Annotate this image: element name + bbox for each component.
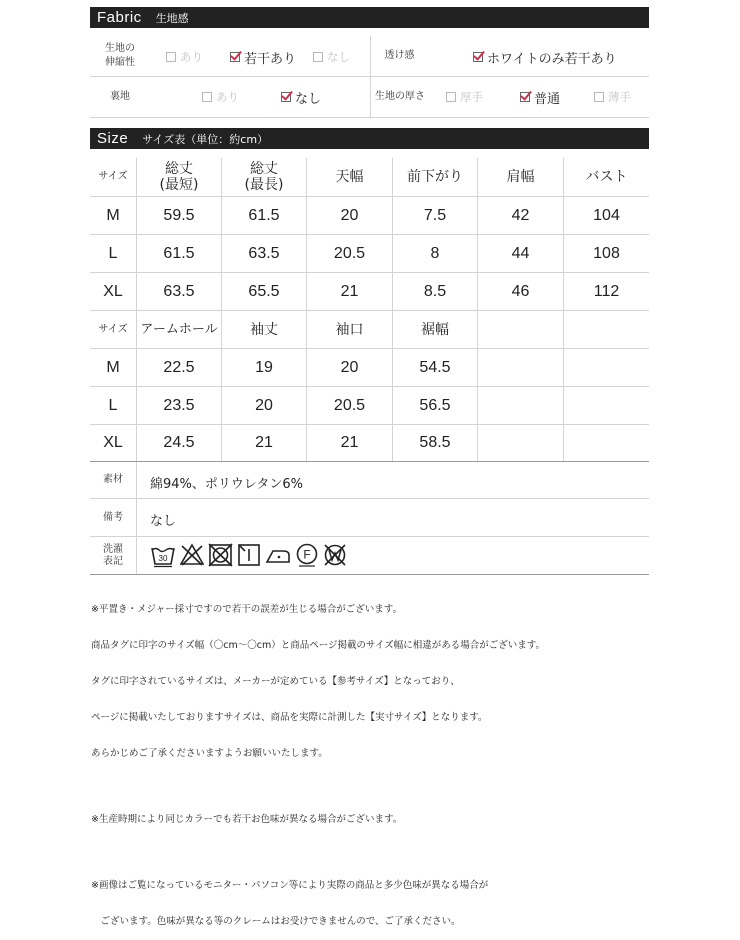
stretch-option-jakkan [230, 47, 296, 67]
value-cell: 54.5 [419, 358, 451, 376]
col-header [222, 158, 306, 196]
value-cell: 21 [340, 282, 359, 300]
size-col-label: サイズ [98, 323, 128, 335]
col-header-main: 総丈 [165, 161, 193, 177]
checked-checkbox-icon [520, 92, 530, 102]
option-text: 普通 [534, 91, 561, 107]
care-symbols [150, 542, 348, 568]
checked-checkbox-icon [281, 92, 291, 102]
col-header-sub: (最長) [244, 177, 284, 193]
size-col-label: サイズ [98, 171, 128, 182]
value-cell: 23.5 [163, 396, 195, 414]
note-line: ※画像はご覧になっているモニター・パソコン等により実際の商品と多少色味が異なる場合が [91, 880, 489, 891]
note-line: 商品タグに印字のサイズ幅（〇cm〜〇cm）と商品ページ掲載のサイズ幅に相違がある場合がございます。 [91, 640, 545, 651]
value-cell: 42 [511, 206, 530, 224]
checkbox-icon [446, 92, 456, 102]
value-cell: 21 [255, 434, 273, 451]
note-line: ※生産時期により同じカラーでも若干お色味が異なる場合がございます。 [91, 814, 403, 825]
size-section-header [90, 128, 649, 149]
checked-checkbox-icon [230, 52, 240, 62]
value-cell: 63.5 [248, 244, 280, 262]
fabric-header-en: Fabric [97, 9, 142, 26]
value-cell: 8.5 [423, 282, 447, 300]
stretch-label-line1: 生地の [105, 43, 135, 54]
value-cell: 61.5 [163, 244, 195, 262]
value-cell: 108 [593, 244, 620, 262]
wash-30-icon [150, 542, 176, 568]
thickness-option-usude [594, 87, 631, 107]
option-text: なし [295, 91, 322, 107]
note-line: タグに印字されているサイズは、メーカーが定めている【参考サイズ】となっており、 [91, 676, 460, 687]
size-header-jp: サイズ表（単位：約cm） [142, 132, 269, 146]
stretch-option-ari [166, 47, 203, 67]
value-cell: 21 [340, 434, 359, 451]
option-text: なし [327, 50, 350, 64]
option-text: あり [180, 50, 203, 64]
stretch-label-line2: 伸縮性 [105, 57, 135, 68]
col-header: 袖口 [335, 321, 364, 338]
col-header: 前下がり [407, 169, 463, 185]
value-cell: 19 [255, 358, 273, 376]
size-cell: XL [103, 282, 123, 300]
col-header: 天幅 [335, 169, 364, 185]
lining-option-ari [202, 87, 239, 107]
value-cell: 20.5 [333, 396, 366, 414]
size-cell: L [108, 244, 118, 262]
value-cell: 20 [340, 358, 359, 376]
remarks-label: 備考 [103, 511, 123, 523]
col-header: バスト [585, 169, 628, 185]
thickness-option-atsude [446, 87, 483, 107]
value-cell: 61.5 [248, 206, 280, 224]
no-wet-clean-icon [322, 542, 348, 568]
value-cell: 20 [255, 396, 273, 414]
divider [90, 498, 649, 499]
value-cell: 20.5 [333, 244, 366, 262]
checkbox-icon [166, 52, 176, 62]
note-line: ございます。色味が異なる等のクレームはお受けできませんので、ご了承ください。 [91, 916, 461, 927]
value-cell: 56.5 [419, 396, 451, 414]
value-cell: 104 [593, 206, 620, 224]
value-cell: 112 [593, 282, 620, 300]
col-header: 肩幅 [506, 169, 535, 185]
sheer-label: 透け感 [384, 50, 415, 61]
col-header: アームホール [140, 321, 218, 337]
value-cell: 24.5 [163, 434, 195, 451]
lining-option-nashi [281, 87, 321, 107]
value-cell: 59.5 [163, 206, 195, 224]
checkbox-icon [202, 92, 212, 102]
fabric-section-header [90, 7, 649, 28]
value-cell: 20 [340, 206, 359, 224]
care-label-line2: 表記 [103, 555, 123, 567]
value-cell: 22.5 [163, 358, 195, 376]
fabric-header-jp: 生地感 [155, 11, 189, 25]
value-cell: 65.5 [248, 282, 280, 300]
divider [90, 536, 649, 537]
line-dry-shade-icon [237, 542, 261, 568]
checked-checkbox-icon [473, 52, 483, 62]
checkbox-icon [594, 92, 604, 102]
sheer-option [473, 47, 617, 67]
size-header-en: Size [97, 130, 129, 147]
col-header-sub: (最短) [159, 177, 199, 193]
col-header-main: 総丈 [250, 161, 278, 177]
value-cell: 58.5 [419, 434, 451, 451]
care-label-line1: 洗濯 [103, 543, 123, 555]
divider [370, 36, 371, 117]
material-label: 素材 [103, 474, 123, 485]
note-spacer [91, 850, 545, 856]
divider [90, 574, 649, 575]
note-line: ※平置き・メジャー採寸ですので若干の誤差が生じる場合がございます。 [91, 604, 403, 615]
col-header [137, 158, 221, 196]
stretch-label [90, 36, 150, 76]
value-cell: 7.5 [423, 206, 447, 224]
notes-block [91, 580, 545, 940]
value-cell: 63.5 [163, 282, 195, 300]
care-label [90, 537, 136, 574]
size-cell: M [106, 358, 120, 376]
value-cell: 44 [511, 244, 530, 262]
divider [90, 461, 649, 462]
value-cell: 8 [430, 244, 440, 262]
material-value: 綿94%、ポリウレタン6% [150, 477, 303, 492]
col-header: 袖丈 [250, 321, 278, 338]
option-text: 薄手 [608, 90, 631, 104]
option-text: 若干あり [244, 51, 297, 67]
iron-low-icon [264, 542, 292, 568]
divider [90, 117, 649, 118]
dry-clean-f-icon [295, 542, 319, 568]
checkbox-icon [313, 52, 323, 62]
note-line: ページに掲載いたしておりますサイズは、商品を実際に計測した【実寸サイズ】となります。 [91, 712, 488, 723]
size-cell: XL [103, 434, 123, 451]
lining-label: 裏地 [110, 91, 130, 102]
thickness-label: 生地の厚さ [375, 91, 425, 102]
thickness-option-futsuu [520, 87, 560, 107]
col-header: 裾幅 [421, 321, 449, 338]
note-line: あらかじめご了承くださいますようお願いいたします。 [91, 748, 328, 759]
size-cell: L [108, 396, 118, 414]
remarks-value: なし [150, 514, 177, 529]
value-cell: 46 [511, 282, 530, 300]
wash-temp-text: 30 [158, 554, 168, 563]
stretch-option-nashi [313, 47, 350, 67]
option-text: 厚手 [460, 90, 483, 104]
dryclean-letter: F [303, 547, 311, 562]
no-bleach-icon [179, 542, 205, 568]
option-text: あり [216, 90, 239, 104]
option-text: ホワイトのみ若干あり [487, 51, 617, 67]
size-cell: M [106, 206, 120, 224]
note-spacer [91, 784, 545, 790]
divider [136, 462, 137, 574]
no-tumble-dry-icon [208, 542, 234, 568]
